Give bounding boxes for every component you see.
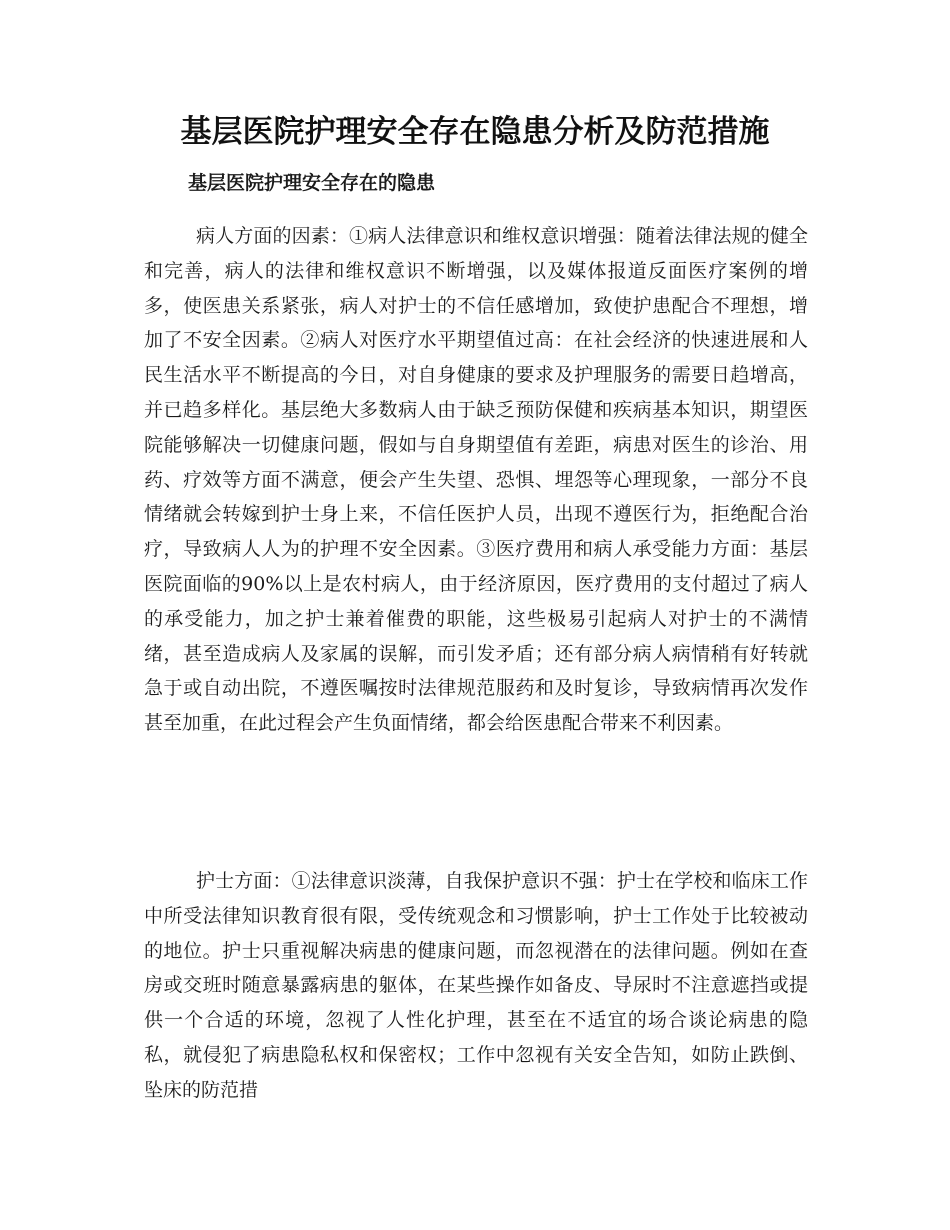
paragraph-patient-factors: 病人方面的因素：①病人法律意识和维权意识增强：随着法律法规的健全和完善，病人的法律和维权意识不断增强，以及媒体报道反面医疗案例的增多，使医患关系紧张，病人对护士的不信任感增加，致使护患配合不理想，增加了不安全因素。②病人对医疗水平期望值过高：在社会经济的快速进展和人民生活水平不断提高的今日，对自身健康的要求及护理服务的需要日趋增高，并已趋多样化。基层绝大多数病人由于缺乏预防保健和疾病基本知识，期望医院能够解决一切健康问题，假如与自身期望值有差距，病患对医生的诊治、用药、疗效等方面不满意，便会产生失望、恐惧、埋怨等心理现象，一部分不良情绪就会转嫁到护士身上来，不信任医护人员，出现不遵医行为，拒绝配合治疗，导致病人人为的护理不安全因素。③医疗费用和病人承受能力方面：基层医院面临的90%以上是农村病人，由于经济原因，医疗费用的支付超过了病人的承受能力，加之护士兼着催费的职能，这些极易引起病人对护士的不满情绪，甚至造成病人及家属的误解，而引发矛盾；还有部分病人病情稍有好转就急于或自动出院，不遵医嘱按时法律规范服药和及时复诊，导致病情再次发作甚至加重，在此过程会产生负面情绪，都会给医患配合带来不利因素。 [144, 225, 808, 735]
paragraph-nurse-factors: 护士方面：①法律意识淡薄，自我保护意识不强：护士在学校和临床工作中所受法律知识教育很有限，受传统观念和习惯影响，护士工作处于比较被动的地位。护士只重视解决病患的健康问题，而忽视潜在的法律问题。例如在查房或交班时随意暴露病患的躯体，在某些操作如备皮、导尿时不注意遮挡或提供一个合适的环境，忽视了人性化护理，甚至在不适宜的场合谈论病患的隐私，就侵犯了病患隐私权和保密权；工作中忽视有关安全告知，如防止跌倒、坠床的防范措 [144, 870, 808, 1101]
document-title: 基层医院护理安全存在隐患分析及防范措施 [180, 114, 770, 150]
section-heading: 基层医院护理安全存在的隐患 [188, 172, 436, 194]
